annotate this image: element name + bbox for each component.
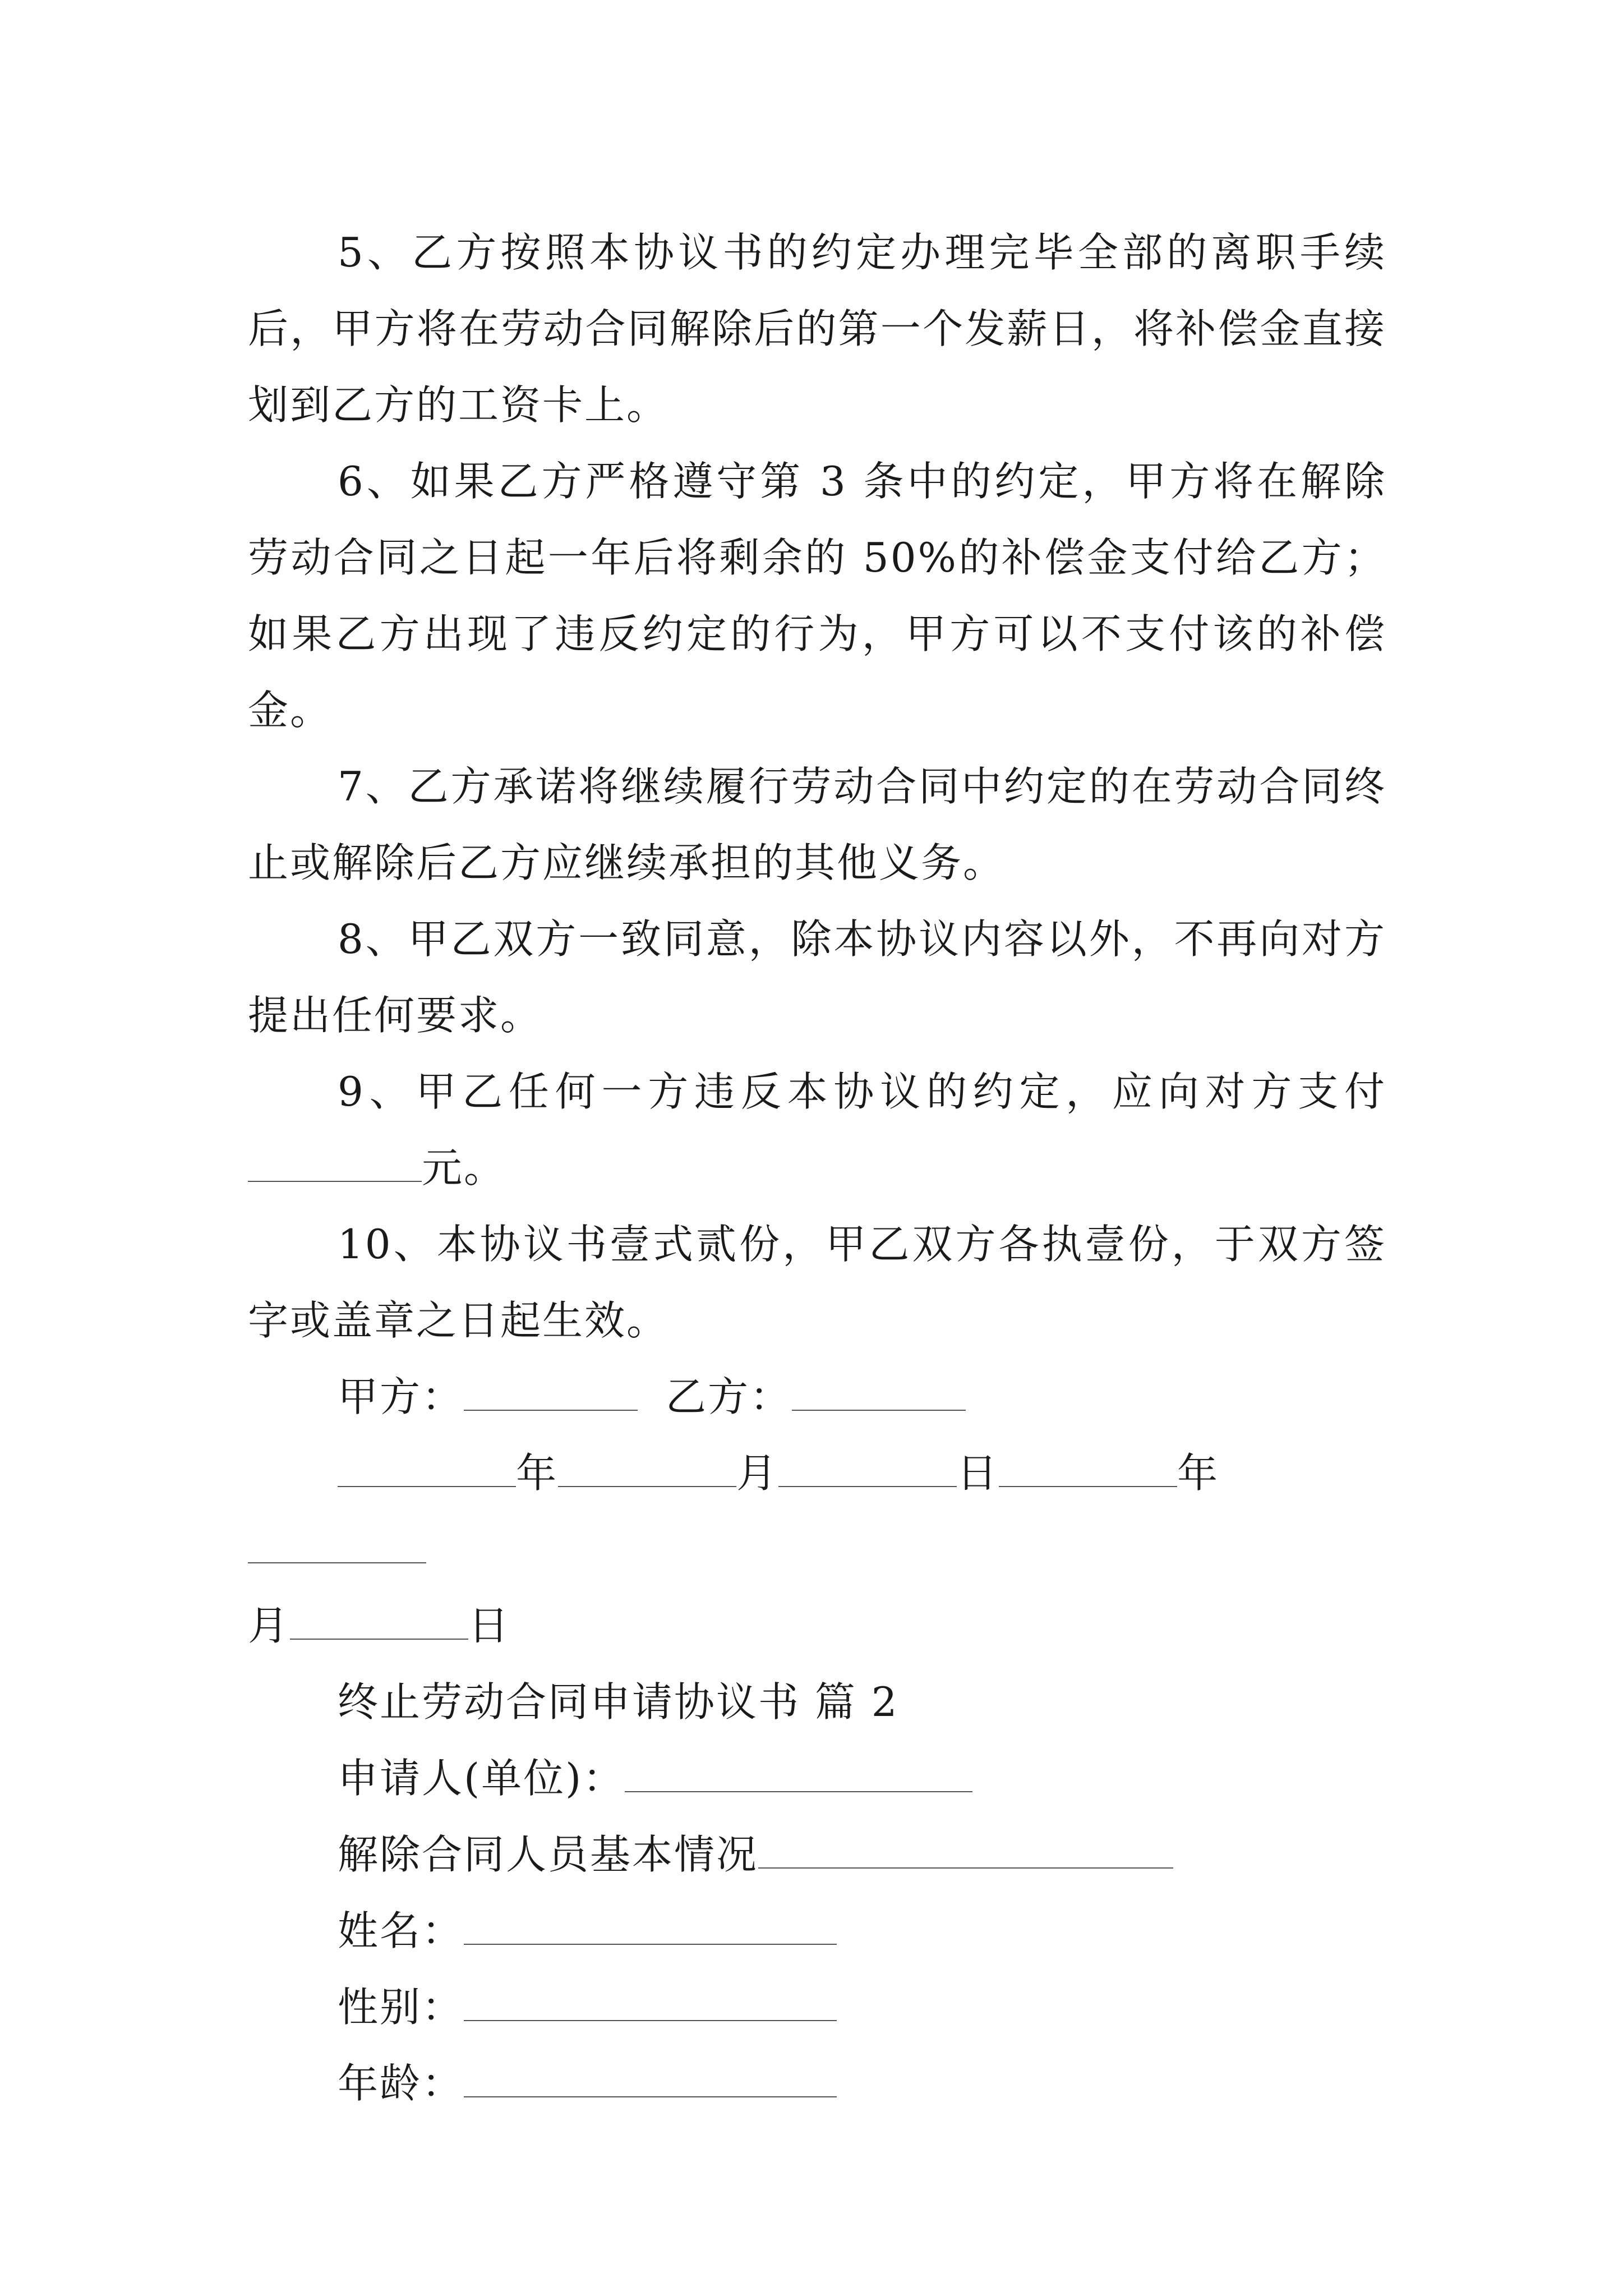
clause-9-unit: 元。 (422, 1144, 506, 1191)
clause-9-text: 9、甲乙任何一方违反本协议的约定，应向对方支付 (338, 1068, 1386, 1115)
date-line (248, 1435, 1386, 1588)
gender-line (248, 1969, 1386, 2045)
name-label: 姓名： (338, 1907, 464, 1954)
clause-5: 5、乙方按照本协议书的约定办理完毕全部的离职手续后，甲方将在劳动合同解除后的第一个发薪日，将补偿金直接划到乙方的工资卡上。 (248, 229, 1386, 429)
gender-label: 性别： (338, 1984, 464, 2031)
date-line-continued (248, 1588, 1386, 1664)
applicant-label: 申请人(单位)： (338, 1755, 625, 1802)
basic-info-blank (758, 1829, 1173, 1869)
clause-7: 7、乙方承诺将继续履行劳动合同中约定的在劳动合同终止或解除后乙方应继续承担的其他义务。 (248, 763, 1386, 886)
basic-info-line (248, 1816, 1386, 1893)
age-blank (464, 2058, 837, 2097)
applicant-line (248, 1740, 1386, 1816)
clause-8: 8、甲乙双方一致同意，除本协议内容以外，不再向对方提出任何要求。 (248, 915, 1386, 1039)
clause-6: 6、如果乙方严格遵守第 3 条中的约定，甲方将在解除劳动合同之日起一年后将剩余的 50%的补偿金支付给乙方；如果乙方出现了违反约定的行为，甲方可以不支付该的补偿金。 (248, 458, 1386, 734)
date-blank-1 (338, 1448, 516, 1487)
name-line (248, 1893, 1386, 1969)
applicant-blank (625, 1753, 972, 1792)
gender-blank (464, 1982, 837, 2021)
day-label-2: 日 (468, 1602, 511, 1649)
date-blank-6 (290, 1600, 468, 1640)
clause-10: 10、本协议书壹式贰份，甲乙双方各执壹份，于双方签字或盖章之日起生效。 (248, 1221, 1386, 1344)
section-2-title: 终止劳动合同申请协议书 篇 2 (338, 1678, 899, 1726)
clause-9 (248, 1053, 1386, 1206)
name-blank (464, 1906, 837, 1945)
document-body (248, 214, 1386, 2122)
party-b-blank (792, 1372, 966, 1411)
party-a-label: 甲方： (338, 1373, 464, 1420)
year-label-1: 年 (516, 1450, 559, 1497)
basic-info-label: 解除合同人员基本情况 (338, 1831, 759, 1878)
party-b-label: 乙方： (666, 1373, 792, 1420)
age-line (248, 2045, 1386, 2122)
age-label: 年龄： (338, 2060, 464, 2107)
day-label-1: 日 (957, 1450, 999, 1497)
signature-line (248, 1359, 1386, 1435)
party-a-blank (464, 1372, 638, 1411)
year-label-2: 年 (1177, 1450, 1220, 1497)
month-label-2: 月 (248, 1602, 291, 1649)
date-blank-3 (778, 1448, 957, 1487)
penalty-amount-blank (248, 1143, 422, 1182)
date-blank-5 (248, 1524, 426, 1563)
date-blank-2 (558, 1448, 736, 1487)
date-blank-4 (999, 1448, 1177, 1487)
month-label-1: 月 (736, 1450, 779, 1497)
